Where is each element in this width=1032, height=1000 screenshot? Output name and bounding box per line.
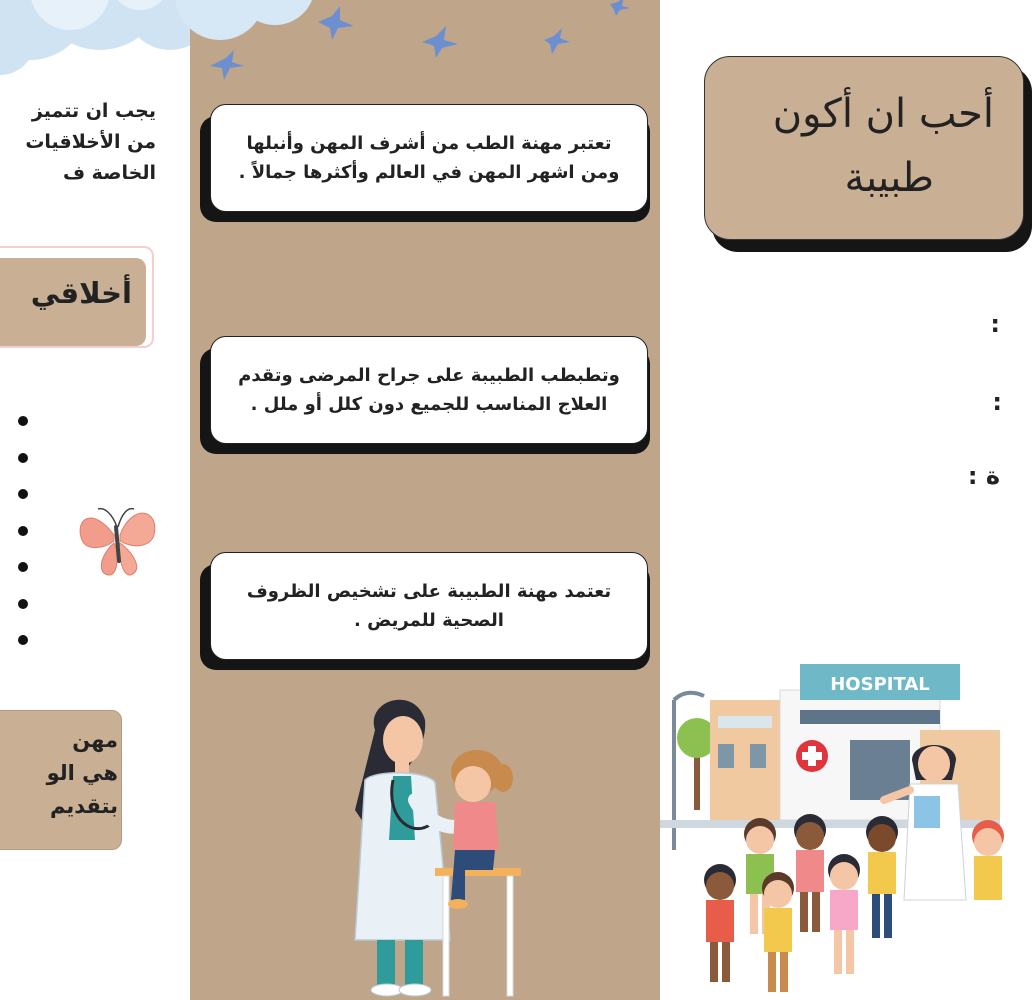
middle-panel	[190, 0, 660, 1000]
bottom-line-1: مهن	[72, 728, 118, 752]
info-card-3	[210, 552, 648, 660]
intro-line-3: الخاصة ف	[62, 162, 156, 184]
butterfly-icon	[72, 495, 162, 585]
list-item	[14, 407, 32, 444]
list-item	[14, 517, 32, 554]
list-item	[14, 626, 32, 663]
birds-illustration	[190, 0, 660, 100]
intro-line-1: يجب ان تتميز	[31, 100, 156, 122]
ethics-title: أخلاقي	[30, 276, 132, 310]
page-title-line-2: طبيبة	[844, 155, 934, 201]
list-label-1: :	[990, 310, 1000, 338]
info-card-1	[210, 104, 648, 212]
info-card-2-text: وتطبطب الطبيبة على جراح المرضى وتقدم العلاج المناسب للجميع دون كلل أو ملل .	[238, 365, 620, 415]
bottom-info-text	[47, 724, 118, 823]
intro-line-2: من الأخلاقيات	[25, 131, 156, 153]
list-item	[14, 444, 32, 481]
right-panel	[660, 0, 1000, 1000]
page-title-line-1: أحب ان أكون	[772, 91, 994, 137]
bottom-line-2: هي الو	[46, 761, 118, 785]
bottom-line-3: بتقديم	[49, 794, 118, 818]
list-item	[14, 553, 32, 590]
list-label-3: ة :	[967, 462, 1000, 490]
info-card-1-text: تعتبر مهنة الطب من أشرف المهن وأنبلها ومن اشهر المهن في العالم وأكثرها جمالاً .	[238, 133, 620, 183]
list-item	[14, 590, 32, 627]
doctor-child-illustration	[315, 690, 535, 1000]
left-panel	[0, 0, 190, 1000]
hospital-children-illustration	[660, 660, 1000, 1000]
list-item	[14, 480, 32, 517]
list-label-2: :	[992, 388, 1002, 416]
bullet-list	[14, 407, 32, 663]
info-card-2	[210, 336, 648, 444]
intro-text	[0, 96, 156, 189]
info-card-3-text: تعتمد مهنة الطبيبة على تشخيص الظروف الصحية للمريض .	[246, 581, 612, 631]
page-title	[700, 82, 1000, 210]
hospital-sign: HOSPITAL	[830, 674, 930, 695]
